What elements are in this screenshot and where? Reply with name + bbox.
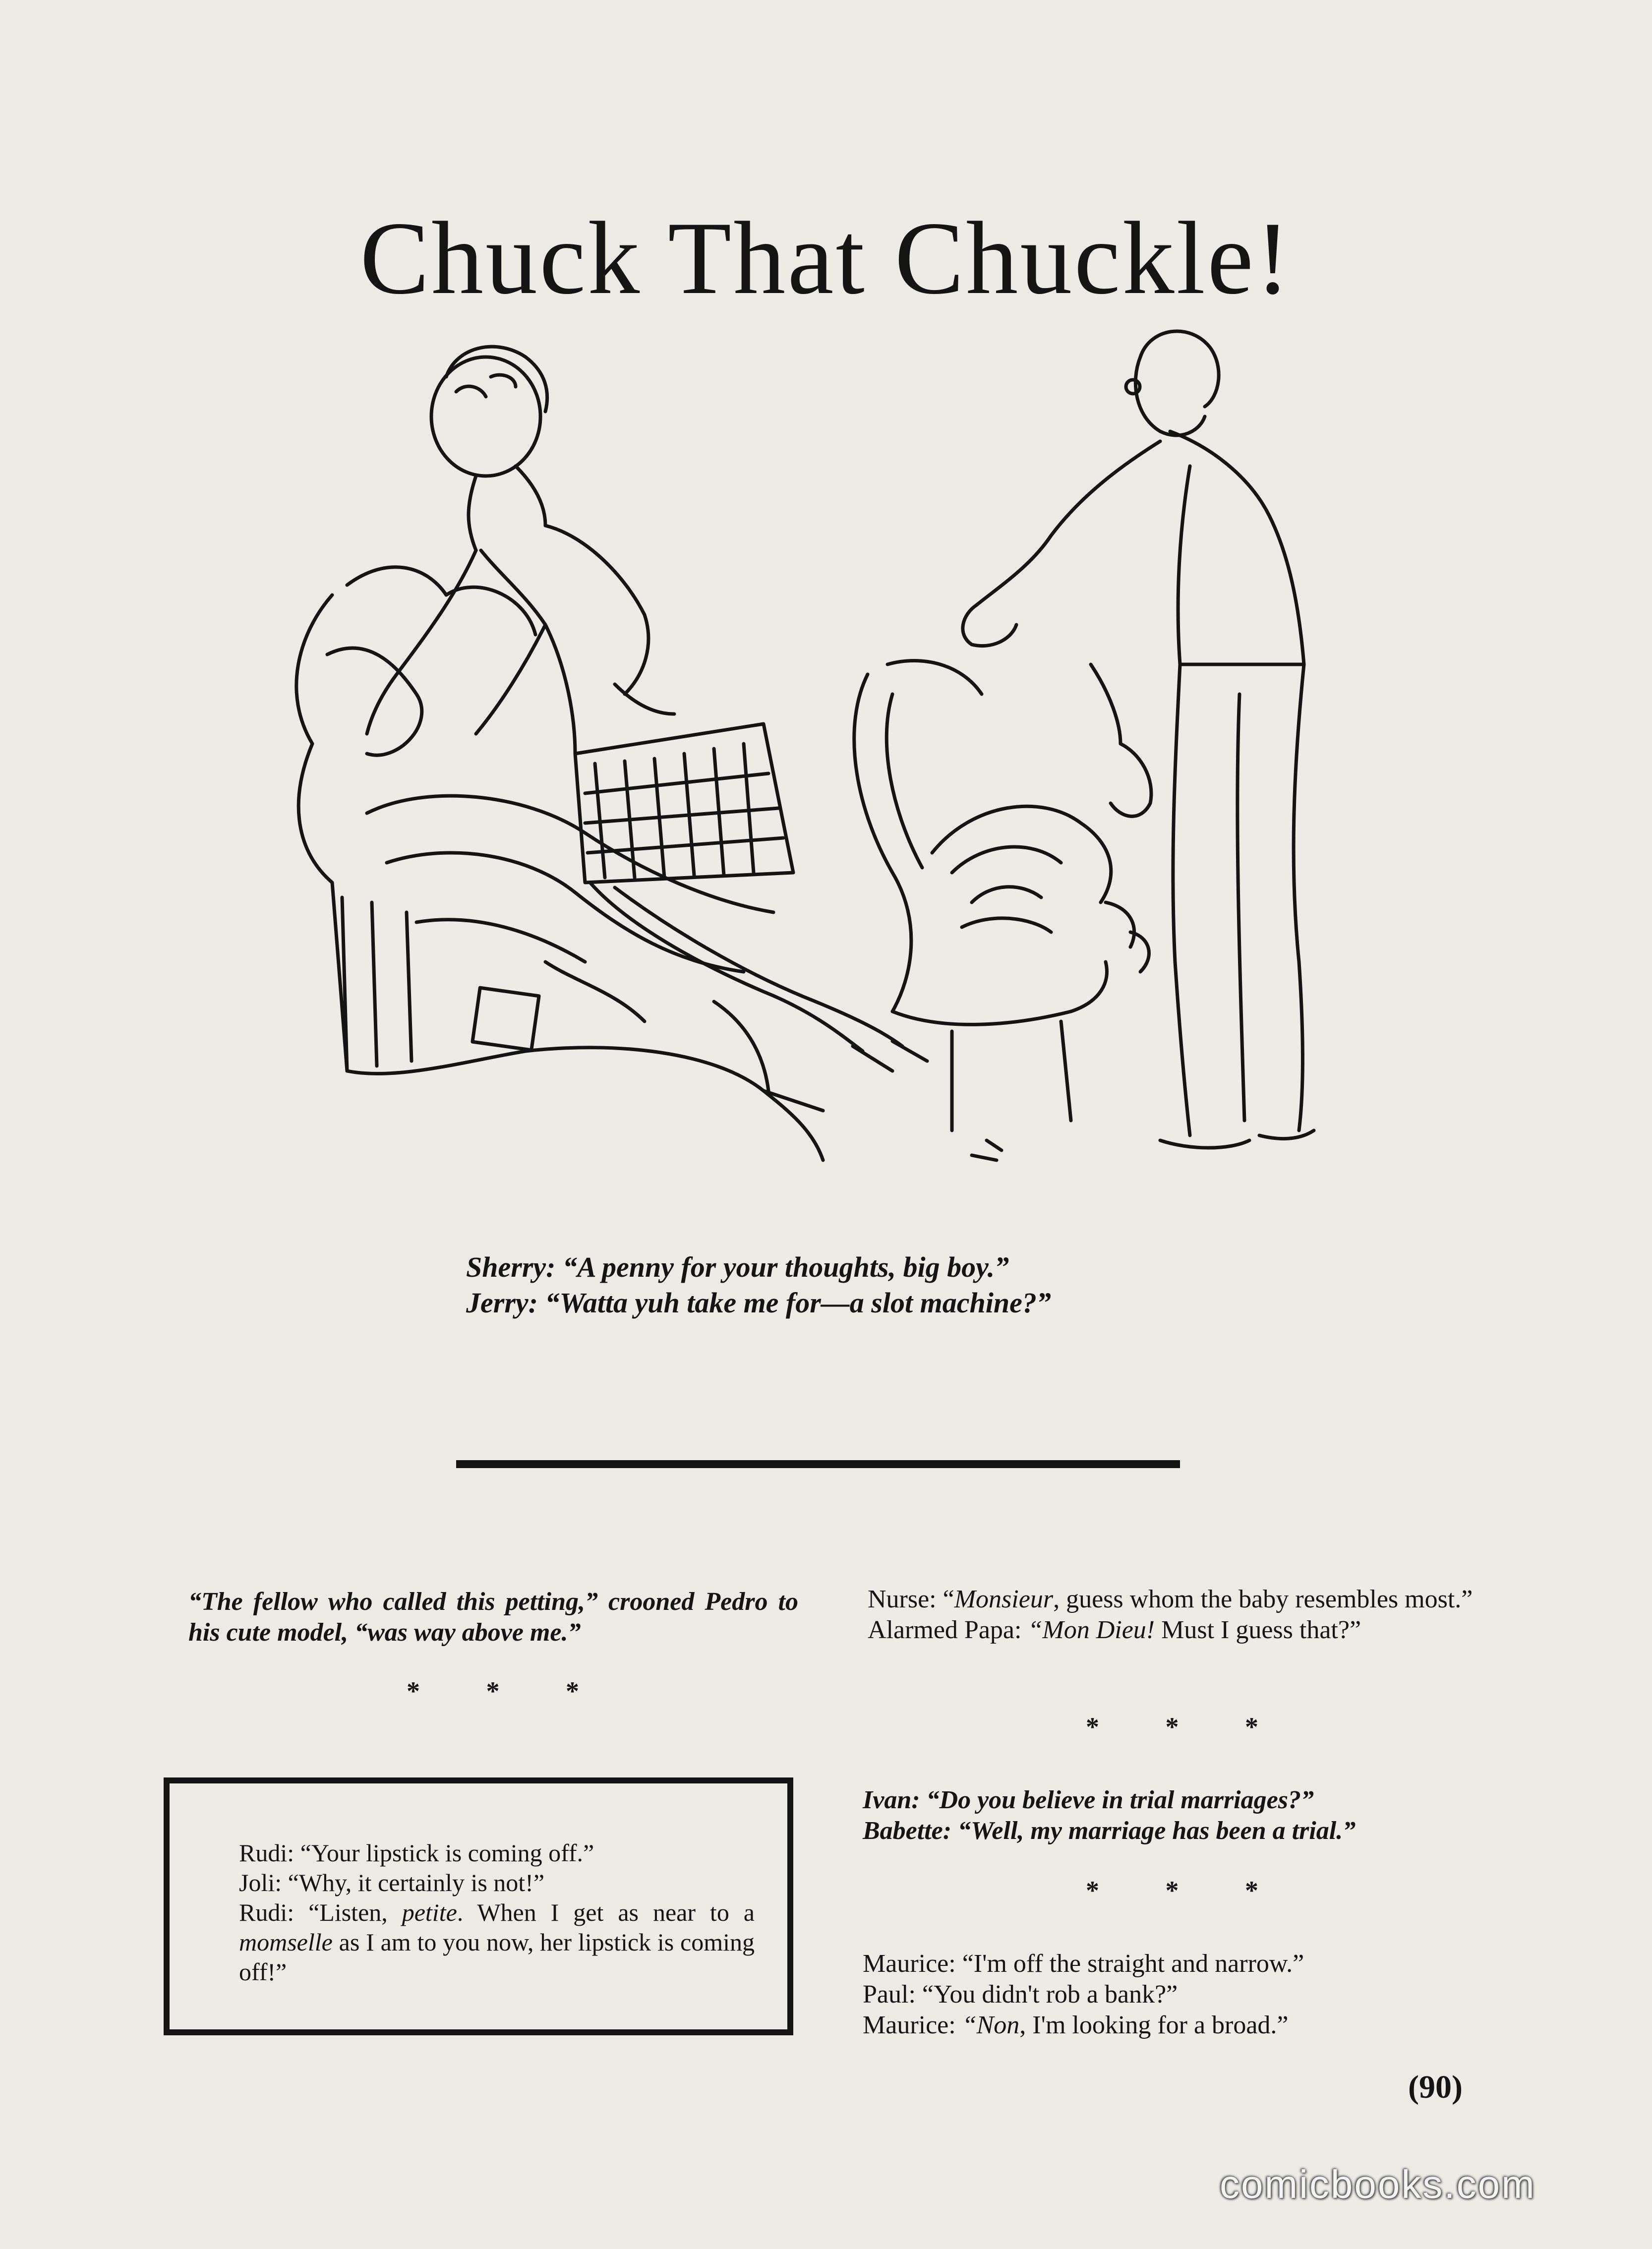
separator-stars-left: * * * <box>407 1676 609 1706</box>
separator-stars-right-1: * * * <box>1086 1712 1288 1742</box>
joke-ivan-line-1: Ivan: “Do you believe in trial marriages?” <box>863 1786 1314 1814</box>
joke-nurse-line-1: Nurse: “Monsieur, guess whom the baby resembles most.” <box>868 1585 1473 1613</box>
joke-maurice-line-2: Paul: “You didn't rob a bank?” <box>863 1980 1178 2009</box>
chair-drawing <box>854 661 1149 1161</box>
woman-drawing <box>367 347 927 1071</box>
joke-maurice-line-3: Maurice: “Non, I'm looking for a broad.” <box>863 2011 1289 2039</box>
boxed-joke-line-1: Rudi: “Your lipstick is coming off.” <box>239 1839 594 1867</box>
caption-line-sherry: “A penny for your thoughts, big boy.” <box>562 1251 1009 1283</box>
joke-nurse-line-2: Alarmed Papa: “Mon Dieu! Must I guess that?” <box>868 1616 1361 1644</box>
separator-stars-right-2: * * * <box>1086 1876 1288 1905</box>
man-drawing <box>963 331 1314 1148</box>
joke-maurice <box>863 1949 1477 2041</box>
caption-speaker-sherry: Sherry: <box>466 1251 556 1283</box>
section-divider <box>456 1460 1180 1468</box>
boxed-joke-line-3: Rudi: “Listen, petite. When I get as near to a momselle as I am to you now, her lipstick is coming off!” <box>239 1898 755 1986</box>
joke-ivan <box>863 1785 1477 1846</box>
cartoon-caption <box>436 1249 1180 1321</box>
boxed-joke <box>164 1777 793 2035</box>
joke-nurse <box>838 1584 1477 1646</box>
boxed-joke-line-2: Joli: “Why, it certainly is not!” <box>239 1869 545 1896</box>
joke-maurice-line-1: Maurice: “I'm off the straight and narrow.” <box>863 1950 1304 1978</box>
page-number: (90) <box>1408 2069 1463 2105</box>
joke-ivan-line-2: Babette: “Well, my marriage has been a trial.” <box>863 1817 1356 1845</box>
joke-pedro-text: “The fellow who called this petting,” crooned Pedro to his cute model, “was way above me.” <box>188 1588 798 1647</box>
joke-pedro <box>159 1587 798 1648</box>
caption-speaker-jerry: Jerry: <box>466 1287 538 1319</box>
page-title: Chuck That Chuckle! <box>359 200 1293 316</box>
caption-line-jerry: “Watta yuh take me for—a slot machine?” <box>545 1287 1051 1319</box>
watermark: comicbooks.com <box>1220 2162 1536 2206</box>
cartoon-illustration <box>268 317 1378 1205</box>
